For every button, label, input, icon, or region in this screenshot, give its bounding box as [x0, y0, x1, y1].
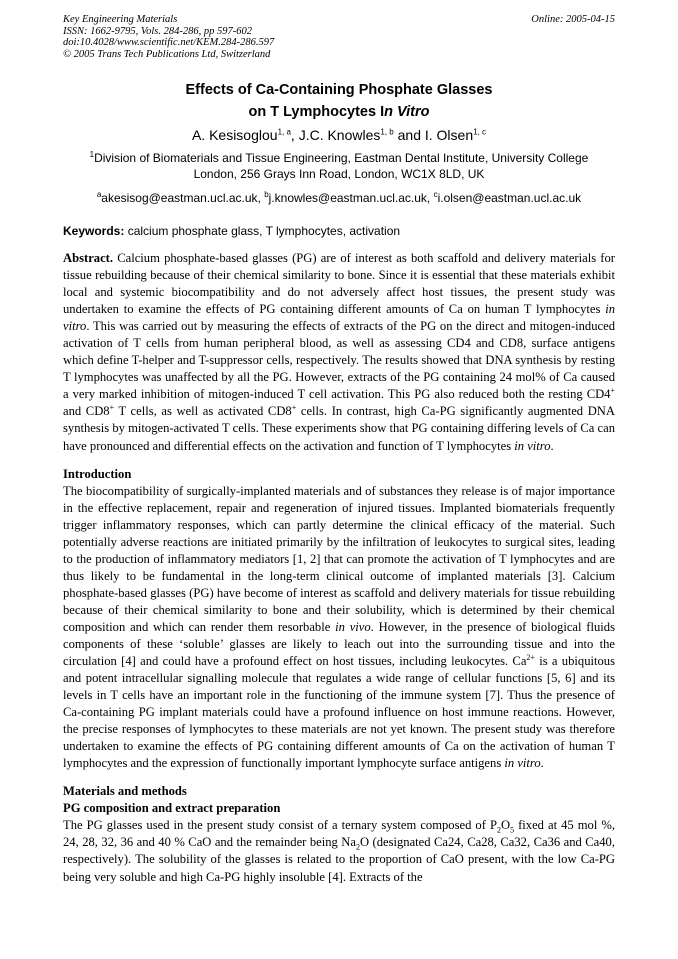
methods-text: fixed at 45 mol %, 24, 28, 32, 36 and 40 % CaO and the remainder being Na	[63, 818, 615, 850]
copyright-line: © 2005 Trans Tech Publications Ltd, Switzerland	[63, 48, 271, 60]
title-line-1: Effects of Ca-Containing Phosphate Glasses	[185, 82, 493, 98]
email-sup: a	[96, 190, 102, 199]
introduction-heading: Introduction	[63, 466, 132, 481]
superscript: +	[291, 403, 297, 413]
author-list	[63, 126, 615, 144]
email-sup: b	[264, 190, 269, 199]
title-line-2-text: on T Lymphocytes I	[248, 104, 385, 120]
methods-subheading: PG composition and extract preparation	[63, 801, 281, 816]
methods-heading: Materials and methods	[63, 784, 187, 799]
author-affil-sup: 1, b	[380, 127, 394, 137]
abstract-italic: in vitro	[514, 438, 551, 453]
email-sup: c	[433, 190, 438, 199]
subscript: 5	[510, 825, 515, 835]
abstract-text: .	[550, 438, 554, 453]
superscript: 2+	[526, 652, 535, 662]
keywords-label: Keywords:	[63, 224, 125, 238]
author-separator: ,	[290, 127, 299, 143]
intro-text: is a ubiquitous and potent intracellular signalling molecule that regulates a wide range of cellular functions [5, 6] and its levels in T cells have an important role in the functioning of the immune system [7]. Thus the presence of Ca-containing PG implant materials could have a profound influence on host immune reactions. However, the precise responses of lymphocytes to these materials are not yet known. The present study was therefore undertaken to examine the effects of PG containing different amounts of Ca on the activation of human T lymphocytes and the expression of functionally important lymphocyte surface antigens	[63, 654, 615, 771]
author-affil-sup: 1, a	[277, 127, 291, 137]
email-address: i.olsen@eastman.ucl.ac.uk	[437, 191, 582, 205]
introduction-body	[63, 483, 615, 773]
email-address: akesisog@eastman.ucl.ac.uk	[101, 191, 258, 205]
methods-text: O	[500, 818, 511, 833]
intro-text: The biocompatibility of surgically-implanted materials and of substances they release is of major importance in the effective replacement, repair and regeneration of injured tissues. Implanted biomaterials frequently trigger inflammatory responses, which can partly determine the clinical efficacy of the material. Such potentially adverse reactions are initiated primarily by the infiltration of leukocytes to surgical sites, leading to the production of inflammatory mediators [1, 2] that can promote the activation of T lymphocytes and are thus likely to be fundamental in the long-term clinical outcome of implanted materials [3]. Calcium phosphate-based glasses (PG) have become of interest as scaffold and delivery materials for tissue rebuilding because of their chemical similarity to bone and their solubility, which is determined by their chemical composition and which can render them resorbable	[63, 483, 615, 634]
intro-text: .	[540, 756, 544, 771]
intro-italic: in vitro	[504, 756, 541, 771]
methods-body	[63, 817, 615, 885]
author-name: I. Olsen	[424, 127, 474, 143]
affiliation-line-2: London, 256 Grays Inn Road, London, WC1X 8LD, UK	[193, 167, 485, 181]
title-line-2	[63, 101, 615, 123]
email-list: $^a$akesisog@eastman.ucl.ac.uk, $^b$j.knowles@eastman.ucl.ac.uk, $^c$i.olsen@eastman.ucl.ac.uk	[96, 190, 582, 205]
affiliation-line-1	[63, 150, 615, 166]
title-line-2-italic: n Vitro	[384, 104, 430, 120]
abstract	[63, 250, 615, 455]
author-separator: and	[393, 127, 425, 143]
affiliation	[63, 150, 615, 182]
intro-text: . However, in the presence of biological fluids components of these ‘soluble’ glasses are likely to leach out into the surrounding tissue and into the circulation [4] and could have a profound effect on host tissues, including leukocytes. Ca	[63, 619, 615, 669]
keywords-text: calcium phosphate glass, T lymphocytes, activation	[127, 224, 401, 238]
affiliation-sup: 1	[89, 150, 95, 159]
journal-name: Key Engineering Materials	[63, 14, 178, 25]
superscript: +	[610, 386, 615, 396]
author-name: J.C. Knowles	[298, 127, 381, 143]
keywords	[63, 223, 615, 239]
intro-italic: in vivo	[335, 619, 371, 634]
author-affil-sup: 1, c	[473, 127, 487, 137]
abstract-text: and CD8	[63, 404, 110, 419]
abstract-label: Abstract.	[63, 251, 114, 265]
methods-text: O (designated Ca24, Ca28, Ca32, Ca36 and Ca40, respectively). The solubility of the glasses is related to the proportion of CaO present, with the low Ca-PG being very soluble and high Ca-PG highly insoluble [4]. Extracts of the	[63, 835, 615, 884]
email-address: j.knowles@eastman.ucl.ac.uk	[268, 191, 427, 205]
subscript: 2	[355, 842, 360, 852]
paper-title	[63, 79, 615, 123]
abstract-italic: in vitro	[63, 302, 615, 334]
abstract-text: cells. In contrast, high Ca-PG significantly augmented DNA synthesis by mitogen-activated T cells. These experiments show that PG containing differing levels of Ca can have pronounced and differential effects on the activation and function of T lymphocytes	[63, 404, 615, 453]
subscript: 2	[496, 825, 501, 835]
abstract-text: T cells, as well as activated CD8	[114, 404, 292, 419]
abstract-text: Calcium phosphate-based glasses (PG) are of interest as both scaffold and delivery materials for tissue rebuilding because of their chemical similarity to bone. Since it is essential that these materials exhibit local and systemic biocompatibility and do not adversely affect host tissues, the present study was undertaken to examine the effects of PG containing different amounts of Ca on human T lymphocytes	[63, 251, 615, 317]
issn-line: ISSN: 1662-9795, Vols. 284-286, pp 597-602	[63, 25, 252, 37]
journal-header	[63, 14, 615, 60]
doi-line: doi:10.4028/www.scientific.net/KEM.284-286.597	[63, 37, 275, 48]
methods-text: The PG glasses used in the present study consist of a ternary system composed of P	[63, 818, 497, 833]
superscript: +	[109, 403, 115, 413]
abstract-text: . This was carried out by measuring the effects of extracts of the PG on the direct and mitogen-induced activation of T cells from human peripheral blood, as well as assessing CD4 and CD8, surface antigens which define T-helper and T-suppressor cells, respectively. The results showed that DNA synthesis by resting T lymphocytes was unaffected by all the PG. However, extracts of the PG containing 24 mol% of Ca caused a very marked inhibition of mitogen-induced T cell activation. This PG also reduced both the resting CD4	[63, 319, 615, 402]
affiliation-text-1: Division of Biomaterials and Tissue Engineering, Eastman Dental Institute, University College	[94, 151, 589, 165]
paper-page	[63, 14, 615, 886]
online-date: Online: 2005-04-15	[531, 14, 615, 25]
author-name: A. Kesisoglou	[191, 127, 278, 143]
